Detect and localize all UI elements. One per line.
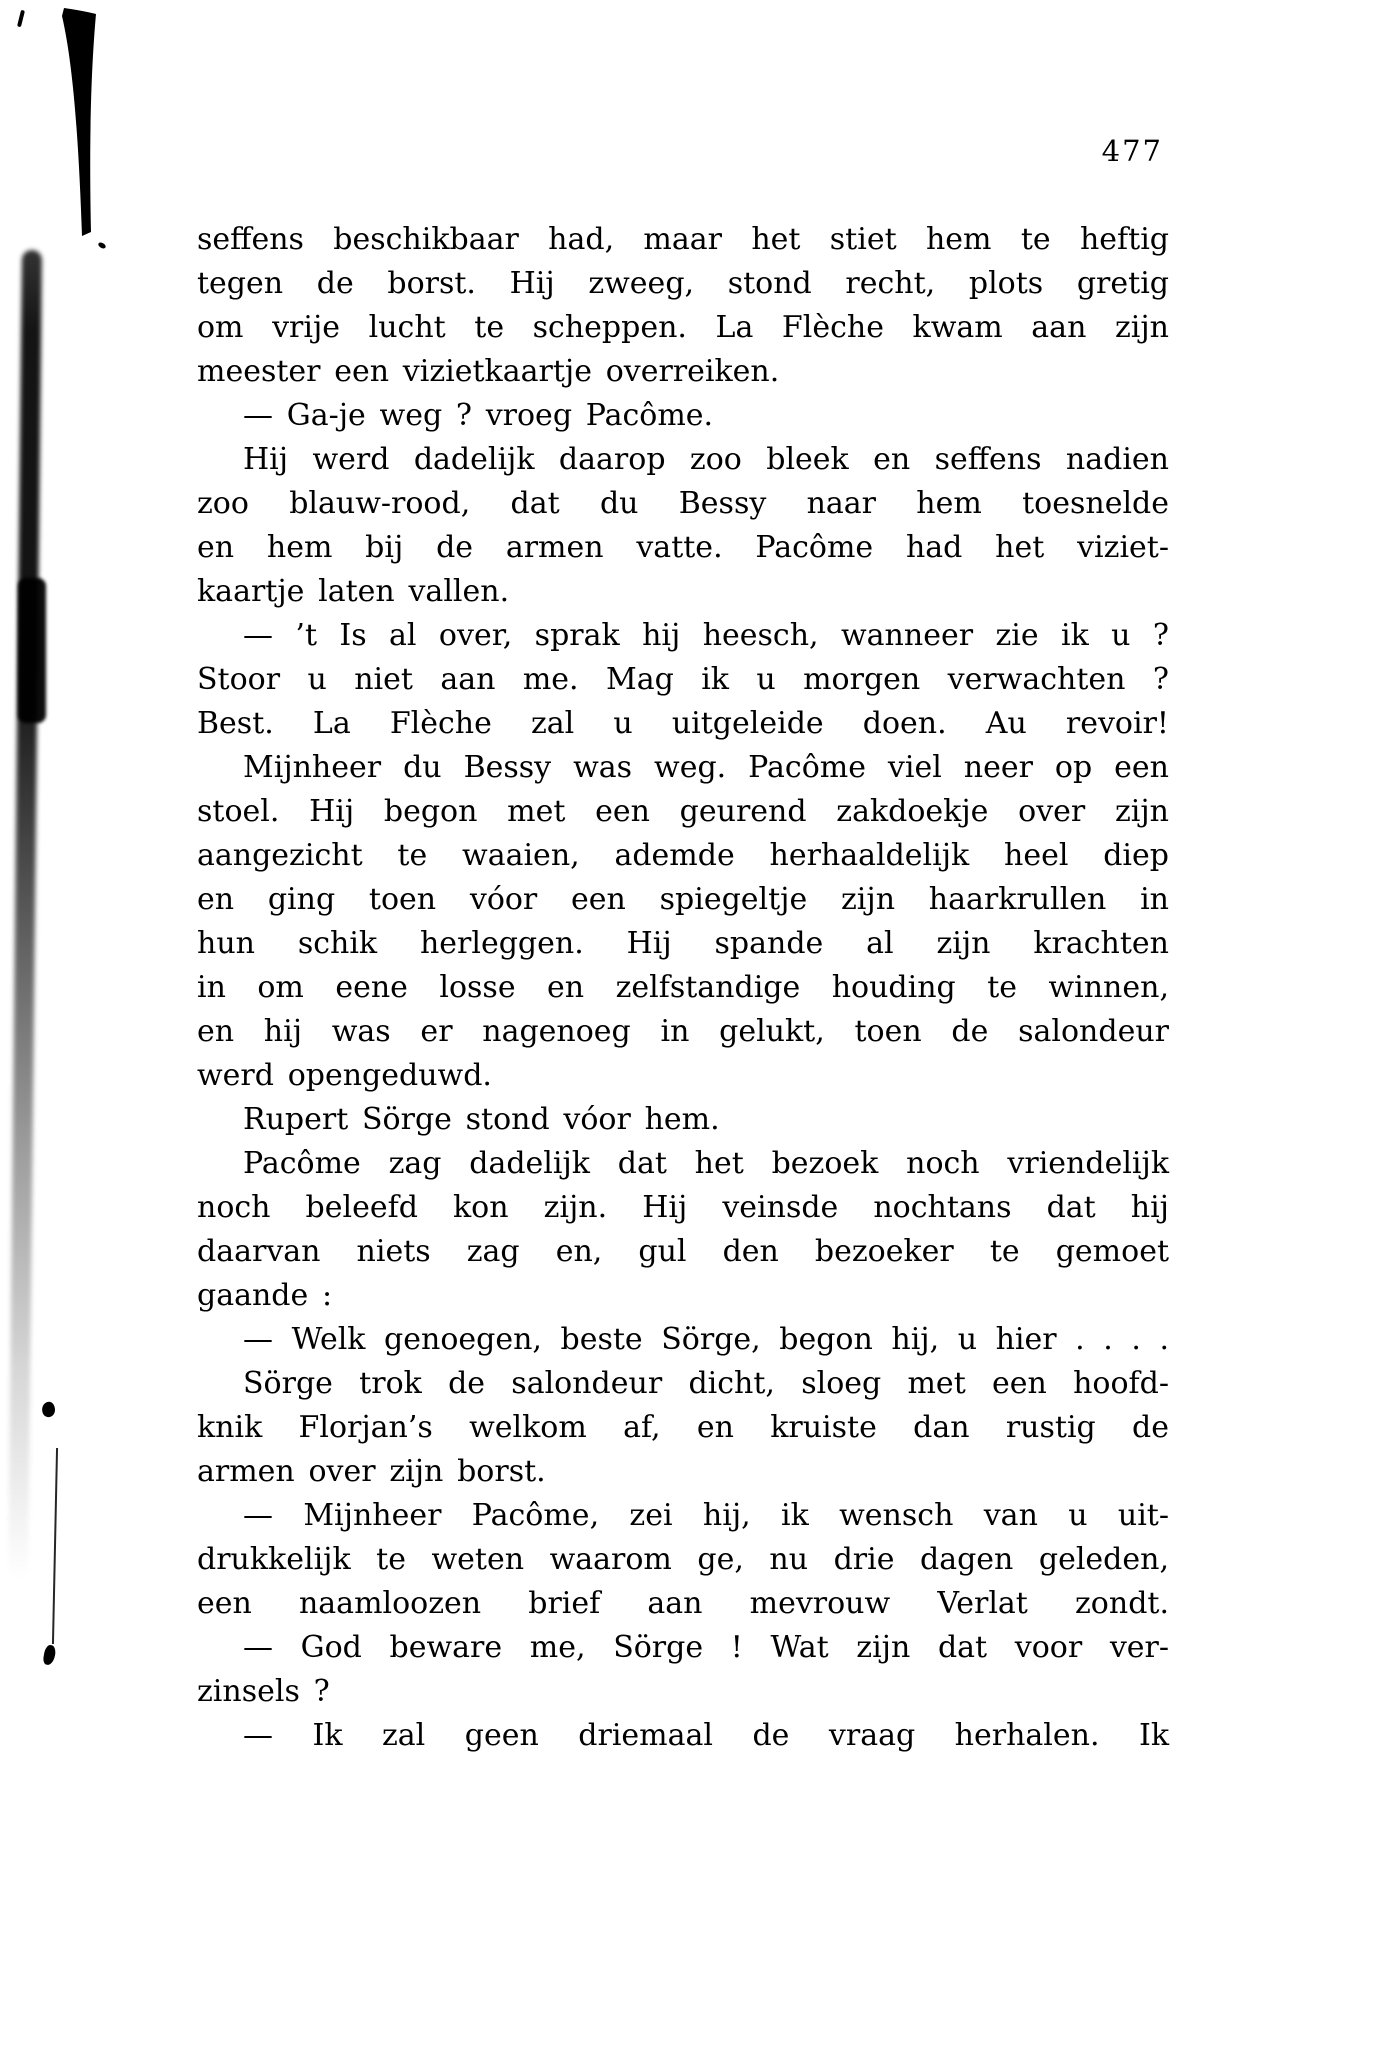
ink-blob-artifact: [40, 1401, 56, 1419]
text-line: Mijnheer du Bessy was weg. Pacôme viel neer op een: [243, 750, 1169, 785]
text-line: meester een vizietkaartje overreiken.: [197, 354, 780, 389]
text-line: en ging toen vóor een spiegeltje zijn haarkrullen in: [197, 882, 1169, 917]
text-line: Hij werd dadelijk daarop zoo bleek en seffens nadien: [243, 442, 1169, 477]
binding-shadow-dark-segment: [18, 578, 46, 723]
ink-stroke-artifact: [0, 0, 140, 260]
text-line: Stoor u niet aan me. Mag ik u morgen verwachten ?: [197, 662, 1169, 697]
text-line: — ’t Is al over, sprak hij heesch, wanneer zie ik u ?: [243, 618, 1169, 653]
text-line: seffens beschikbaar had, maar het stiet hem te heftig: [197, 222, 1169, 257]
text-line: zoo blauw-rood, dat du Bessy naar hem toesnelde: [197, 486, 1169, 521]
text-line: Best. La Flèche zal u uitgeleide doen. Au revoir!: [197, 706, 1169, 741]
corner-tick-artifact: [17, 10, 25, 27]
text-line: drukkelijk te weten waarom ge, nu drie dagen geleden,: [197, 1542, 1169, 1577]
text-line: hun schik herleggen. Hij spande al zijn krachten: [197, 926, 1169, 961]
binding-shadow-artifact: [8, 250, 42, 1580]
text-line: — Ik zal geen driemaal de vraag herhalen. Ik: [243, 1718, 1169, 1753]
text-line: tegen de borst. Hij zweeg, stond recht, plots gretig: [197, 266, 1169, 301]
text-line: knik Florjan’s welkom af, en kruiste dan rustig de: [197, 1410, 1169, 1445]
ink-speck-artifact: [97, 241, 106, 249]
text-line: werd opengeduwd.: [197, 1058, 492, 1093]
text-line: aangezicht te waaien, ademde herhaaldelijk heel diep: [197, 838, 1169, 873]
scratch-line-artifact: [52, 1448, 58, 1644]
text-line: Rupert Sörge stond vóor hem.: [243, 1102, 720, 1137]
text-line: en hij was er nagenoeg in gelukt, toen de salondeur: [197, 1014, 1169, 1049]
text-line: — Mijnheer Pacôme, zei hij, ik wensch van u uit-: [243, 1498, 1169, 1533]
text-line: een naamloozen brief aan mevrouw Verlat zondt.: [197, 1586, 1169, 1621]
text-line: stoel. Hij begon met een geurend zakdoekje over zijn: [197, 794, 1169, 829]
text-line: daarvan niets zag en, gul den bezoeker te gemoet: [197, 1234, 1169, 1269]
text-lines: [197, 218, 1169, 1758]
text-line: Pacôme zag dadelijk dat het bezoek noch vriendelijk: [243, 1146, 1169, 1181]
text-line: noch beleefd kon zijn. Hij veinsde nochtans dat hij: [197, 1190, 1169, 1225]
text-line: — God beware me, Sörge ! Wat zijn dat voor ver-: [243, 1630, 1169, 1665]
page-number: 477: [1101, 134, 1163, 168]
text-line: om vrije lucht te scheppen. La Flèche kwam aan zijn: [197, 310, 1169, 345]
text-line: — Welk genoegen, beste Sörge, begon hij, u hier . . . .: [243, 1322, 1169, 1357]
ink-blob-artifact: [42, 1644, 56, 1666]
text-line: armen over zijn borst.: [197, 1454, 546, 1489]
text-line: — Ga-je weg ? vroeg Pacôme.: [243, 398, 714, 433]
text-line: en hem bij de armen vatte. Pacôme had het viziet-: [197, 530, 1169, 565]
text-line: kaartje laten vallen.: [197, 574, 510, 609]
text-line: Sörge trok de salondeur dicht, sloeg met een hoofd-: [243, 1366, 1169, 1401]
text-line: in om eene losse en zelfstandige houding te winnen,: [197, 970, 1169, 1005]
text-line: gaande :: [197, 1278, 333, 1313]
text-line: zinsels ?: [197, 1674, 330, 1709]
